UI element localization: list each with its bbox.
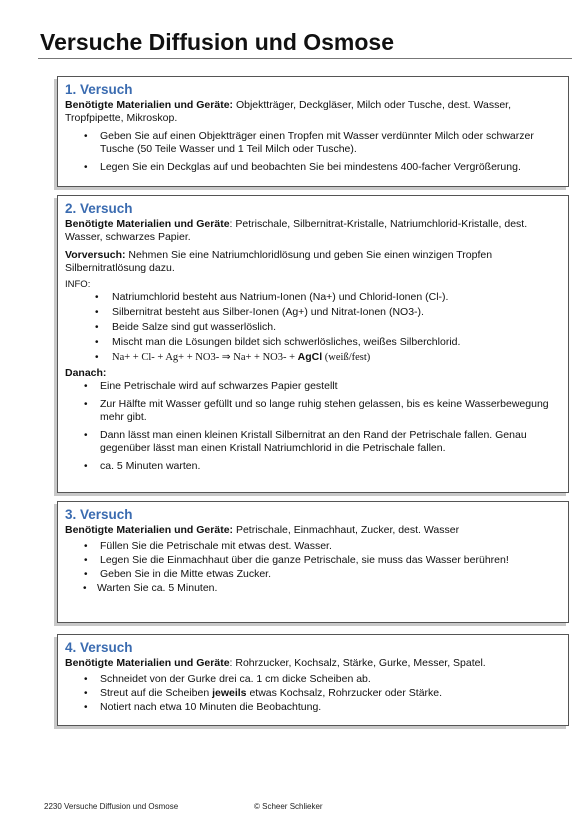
emphasis-jeweils: jeweils	[212, 687, 247, 699]
bullet-icon: •	[84, 674, 88, 685]
title-divider	[38, 58, 572, 59]
bullet-icon: •	[84, 702, 88, 713]
pre-experiment-text: Nehmen Sie eine Natriumchloridlösung und geben Sie einen winzigen Tropfen Silbernitratlösung dazu.	[65, 249, 493, 274]
experiment-3-materials	[65, 524, 560, 537]
footer-left: 2230 Versuche Diffusion und Osmose	[44, 802, 179, 811]
experiment-2-box	[57, 195, 569, 493]
bullet-icon: •	[84, 381, 88, 392]
experiment-2-materials	[65, 218, 560, 244]
bullet-icon: •	[95, 292, 99, 303]
bullet-icon: •	[95, 307, 99, 318]
bullet-icon: •	[95, 352, 99, 363]
info-label: INFO:	[65, 279, 91, 290]
afterwards-label: Danach:	[65, 367, 107, 379]
list-item: • Dann lässt man einen kleinen Kristall Silbernitrat an den Rand der Petrischale fallen. Genau gegenüber lässt man einen Kristall Natriumchlorid in die Petrischale fallen.	[84, 429, 527, 454]
bullet-icon: •	[95, 322, 99, 333]
bullet-icon: •	[84, 162, 88, 173]
list-item: • Silbernitrat besteht aus Silber-Ionen (Ag+) und Nitrat-Ionen (NO3-).	[95, 306, 424, 318]
experiment-1-materials	[65, 99, 560, 125]
bullet-icon: •	[95, 337, 99, 348]
bullet-icon: •	[84, 461, 88, 472]
equation-text: Na+ + Cl- + Ag+ + NO3- ⇒ Na+ + NO3- +	[112, 352, 298, 363]
list-item: • Legen Sie ein Deckglas auf und beobachten Sie bei mindestens 400-facher Vergrößerung.	[84, 161, 521, 173]
list-item: • ca. 5 Minuten warten.	[84, 460, 201, 472]
materials-label: Benötigte Materialien und Geräte:	[65, 524, 234, 536]
equation-tail: (weiß/fest)	[322, 352, 371, 363]
bullet-icon: •	[84, 555, 88, 566]
experiment-1-heading: 1. Versuch	[65, 82, 133, 97]
equation-product: AgCl	[297, 351, 323, 363]
bullet-icon: •	[84, 399, 88, 410]
bullet-icon: •	[84, 131, 88, 142]
experiment-4-steps	[65, 673, 560, 714]
experiment-2-heading: 2. Versuch	[65, 201, 133, 216]
list-item: • Legen Sie die Einmachhaut über die ganze Petrischale, sie muss das Wasser berühren!	[84, 554, 509, 566]
list-item: • Eine Petrischale wird auf schwarzes Papier gestellt	[84, 380, 338, 392]
pre-experiment-label: Vorversuch:	[65, 249, 126, 261]
bullet-icon: •	[83, 583, 87, 594]
list-item: • Geben Sie in die Mitte etwas Zucker.	[84, 568, 271, 580]
chemical-equation	[65, 351, 560, 364]
list-item: • Schneidet von der Gurke drei ca. 1 cm dicke Scheiben ab.	[84, 673, 371, 685]
afterwards-steps	[65, 380, 560, 473]
list-item: • Beide Salze sind gut wasserlöslich.	[95, 321, 277, 333]
list-item: • Geben Sie auf einen Objektträger einen Tropfen mit Wasser verdünnter Milch oder schwarzer Tusche (50 Teile Wasser und 1 Teil Milch oder Tusche).	[84, 130, 534, 155]
list-item: • Warten Sie ca. 5 Minuten.	[83, 582, 218, 594]
materials-label: Benötigte Materialien und Geräte	[65, 657, 230, 669]
experiment-3-box	[57, 501, 569, 623]
list-item: • Notiert nach etwa 10 Minuten die Beobachtung.	[84, 701, 322, 713]
list-item: • Zur Hälfte mit Wasser gefüllt und so lange ruhig stehen gelassen, bis es keine Wasserbewegung mehr gibt.	[84, 398, 549, 423]
page-title: Versuche Diffusion und Osmose	[40, 29, 395, 55]
pre-experiment	[65, 249, 560, 275]
list-item: • Mischt man die Lösungen bildet sich schwerlösliches, weißes Silberchlorid.	[95, 336, 461, 348]
materials-label: Benötigte Materialien und Geräte:	[65, 99, 234, 111]
materials-text: : Petrischale, Silbernitrat-Kristalle, Natriumchlorid-Kristalle, dest. Wasser, schwarzes Papier.	[65, 218, 528, 243]
bullet-icon: •	[84, 688, 88, 699]
list-item: • Streut auf die Scheiben jeweils etwas Kochsalz, Rohrzucker oder Stärke.	[84, 687, 443, 699]
footer-right: © Scheer Schlieker	[254, 802, 323, 811]
list-item: • Natriumchlorid besteht aus Natrium-Ionen (Na+) und Chlorid-Ionen (Cl-).	[95, 291, 449, 303]
materials-text: Objektträger, Deckgläser, Milch oder Tusche, dest. Wasser, Tropfpipette, Mikroskop.	[65, 99, 512, 124]
experiment-4-heading: 4. Versuch	[65, 640, 133, 655]
experiment-3-heading: 3. Versuch	[65, 507, 133, 522]
info-list	[65, 291, 560, 364]
materials-text: : Rohrzucker, Kochsalz, Stärke, Gurke, Messer, Spatel.	[229, 657, 486, 669]
materials-text: Petrischale, Einmachhaut, Zucker, dest. Wasser	[233, 524, 460, 536]
experiment-3-steps	[65, 540, 560, 595]
bullet-icon: •	[84, 569, 88, 580]
bullet-icon: •	[84, 430, 88, 441]
experiment-1-box	[57, 76, 569, 187]
experiment-1-steps	[65, 130, 560, 174]
experiment-4-box	[57, 634, 569, 726]
bullet-icon: •	[84, 541, 88, 552]
list-item: • Füllen Sie die Petrischale mit etwas dest. Wasser.	[84, 540, 332, 552]
materials-label: Benötigte Materialien und Geräte	[65, 218, 230, 230]
experiment-4-materials	[65, 657, 560, 670]
